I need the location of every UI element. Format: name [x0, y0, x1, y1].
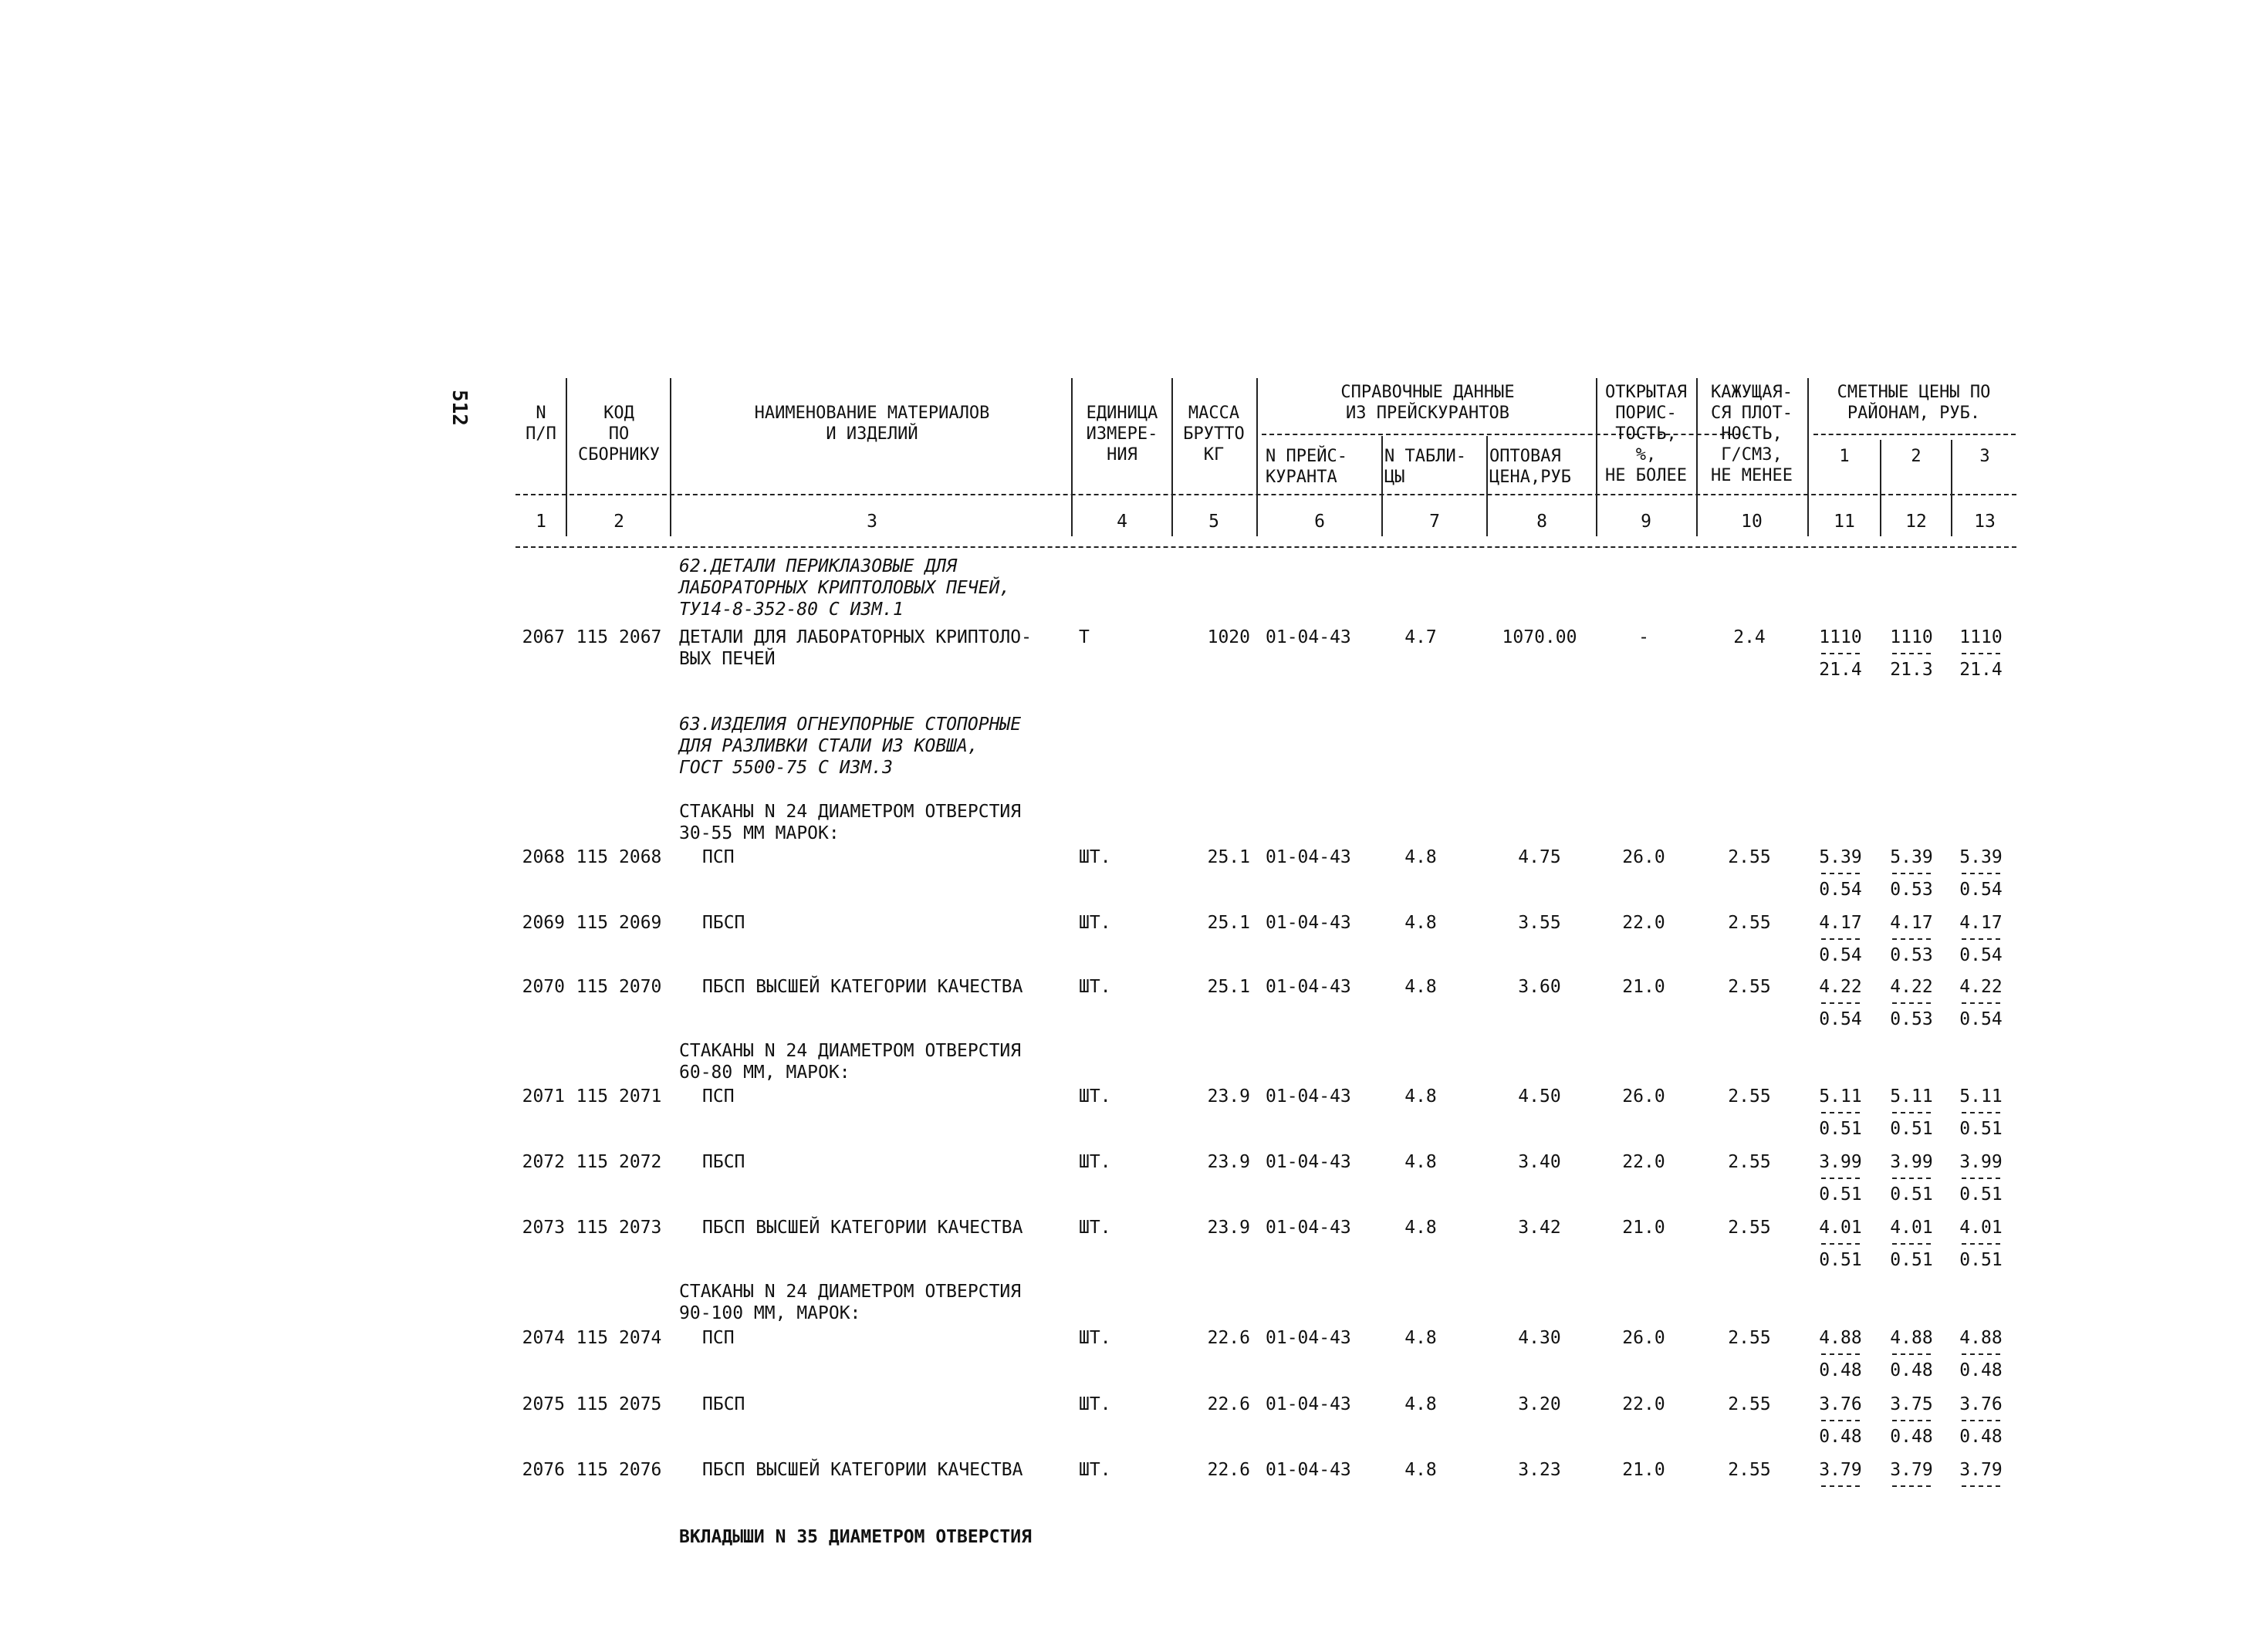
cell-porosity: 21.0: [1622, 977, 1665, 997]
price-fraction-region-1: [1817, 627, 1864, 681]
cell-unit: ШТ.: [1079, 913, 1111, 933]
price-fraction-region-1: [1817, 1217, 1864, 1271]
group-heading: СТАКАНЫ N 24 ДИАМЕТРОМ ОТВЕРСТИЯ 90-100 ММ, МАРОК:: [679, 1282, 1022, 1323]
cell-name: ПБСП ВЫСШЕЙ КАТЕГОРИИ КАЧЕСТВА: [702, 1218, 1023, 1238]
price-value: 5.39: [1959, 847, 2003, 867]
transport-cost-value: 0.54: [1959, 880, 2003, 900]
price-fraction-region-1: [1817, 1086, 1864, 1140]
fraction-bar: [1888, 998, 1935, 1009]
cell-porosity: 22.0: [1622, 913, 1665, 933]
cell-porosity: 21.0: [1622, 1218, 1665, 1238]
header-price-list: N ПРЕЙС- КУРАНТА: [1266, 447, 1347, 487]
col-sep: [566, 378, 567, 536]
cell-mass: 23.9: [1207, 1218, 1250, 1238]
column-number: 4: [1117, 512, 1127, 532]
price-value: 4.01: [1959, 1218, 2003, 1238]
cell-name: ПБСП: [702, 913, 745, 933]
price-fraction-region-2: [1888, 1459, 1935, 1492]
cell-n: 2070: [522, 977, 565, 997]
price-fraction-region-3: [1957, 1394, 2005, 1448]
cell-n: 2067: [522, 627, 565, 647]
price-value: 5.11: [1819, 1086, 1862, 1107]
transport-cost-value: 0.51: [1890, 1184, 1933, 1205]
transport-cost-value: 0.48: [1959, 1360, 2003, 1380]
column-number: 3: [867, 512, 877, 532]
transport-cost-value: 0.54: [1959, 945, 2003, 965]
cell-price-list: 01-04-43: [1266, 1328, 1351, 1348]
price-fraction-region-2: [1888, 627, 1935, 681]
price-fraction-region-3: [1957, 1459, 2005, 1492]
fraction-bar: [1817, 934, 1864, 944]
column-number: 12: [1905, 512, 1927, 532]
transport-cost-value: 0.51: [1819, 1119, 1862, 1139]
header-estimated-prices: СМЕТНЫЕ ЦЕНЫ ПО РАЙОНАМ, РУБ.: [1837, 383, 1991, 423]
fraction-bar: [1817, 1349, 1864, 1360]
section-62-heading: 62.ДЕТАЛИ ПЕРИКЛАЗОВЫЕ ДЛЯ ЛАБОРАТОРНЫХ КРИПТОЛОВЫХ ПЕЧЕЙ, ТУ14-8-352-80 С ИЗМ.1: [679, 556, 1011, 620]
fraction-bar: [1817, 1107, 1864, 1118]
transport-cost-value: 21.3: [1890, 660, 1933, 680]
cell-name: ПБСП: [702, 1394, 745, 1414]
price-value: 1110: [1890, 627, 1933, 647]
fraction-bar: [1888, 1481, 1935, 1492]
cell-price-list: 01-04-43: [1266, 1218, 1351, 1238]
cell-code: 115 2071: [576, 1086, 662, 1107]
price-fraction-region-1: [1817, 1151, 1864, 1205]
transport-cost-value: 0.54: [1959, 1009, 2003, 1029]
transport-cost-value: 0.54: [1819, 880, 1862, 900]
price-value: 1110: [1959, 627, 2003, 647]
cell-wholesale: 4.75: [1518, 847, 1561, 867]
price-value: 1110: [1819, 627, 1862, 647]
fraction-bar: [1888, 1173, 1935, 1184]
price-fraction-region-2: [1888, 1327, 1935, 1381]
cell-n: 2075: [522, 1394, 565, 1414]
cell-mass: 22.6: [1207, 1460, 1250, 1480]
header-code: КОД ПО СБОРНИКУ: [578, 404, 660, 465]
fraction-bar: [1888, 1238, 1935, 1249]
col-sep: [1256, 378, 1258, 536]
price-value: 4.17: [1890, 913, 1933, 933]
col-sep: [1880, 440, 1881, 536]
fraction-bar: [1957, 1238, 2005, 1249]
cell-porosity: 21.0: [1622, 1460, 1665, 1480]
price-fraction-region-3: [1957, 1327, 2005, 1381]
transport-cost-value: 0.53: [1890, 880, 1933, 900]
fraction-bar: [1888, 1415, 1935, 1426]
cell-price-list: 01-04-43: [1266, 913, 1351, 933]
cell-n: 2076: [522, 1460, 565, 1480]
cell-n: 2072: [522, 1152, 565, 1172]
fraction-bar: [1888, 1107, 1935, 1118]
cell-mass: 23.9: [1207, 1152, 1250, 1172]
price-fraction-region-2: [1888, 846, 1935, 900]
cell-density: 2.55: [1728, 1218, 1771, 1238]
fraction-bar: [1957, 1173, 2005, 1184]
cell-table: 4.8: [1404, 1460, 1437, 1480]
price-value: 4.88: [1959, 1328, 2003, 1348]
price-fraction-region-3: [1957, 1151, 2005, 1205]
transport-cost-value: 0.48: [1819, 1427, 1862, 1447]
cell-code: 115 2072: [576, 1152, 662, 1172]
cell-code: 115 2073: [576, 1218, 662, 1238]
fraction-bar: [1817, 868, 1864, 879]
cell-price-list: 01-04-43: [1266, 1394, 1351, 1414]
header-unit: ЕДИНИЦА ИЗМЕРЕ- НИЯ: [1086, 404, 1158, 465]
cell-code: 115 2070: [576, 977, 662, 997]
header-ref-group: СПРАВОЧНЫЕ ДАННЫЕ ИЗ ПРЕЙСКУРАНТОВ: [1340, 383, 1515, 423]
price-fraction-region-3: [1957, 1086, 2005, 1140]
cell-unit: Т: [1079, 627, 1090, 647]
price-value: 5.39: [1819, 847, 1862, 867]
group-heading: СТАКАНЫ N 24 ДИАМЕТРОМ ОТВЕРСТИЯ 60-80 ММ, МАРОК:: [679, 1041, 1022, 1083]
cell-wholesale: 3.20: [1518, 1394, 1561, 1414]
price-value: 3.99: [1890, 1152, 1933, 1172]
column-number: 7: [1429, 512, 1440, 532]
price-value: 4.88: [1890, 1328, 1933, 1348]
cell-density: 2.55: [1728, 847, 1771, 867]
cell-mass: 22.6: [1207, 1328, 1250, 1348]
group-heading: СТАКАНЫ N 24 ДИАМЕТРОМ ОТВЕРСТИЯ 30-55 ММ МАРОК:: [679, 802, 1022, 843]
cell-wholesale: 4.30: [1518, 1328, 1561, 1348]
cell-mass: 25.1: [1207, 847, 1250, 867]
price-value: 4.01: [1890, 1218, 1933, 1238]
cell-density: 2.4: [1733, 627, 1766, 647]
header-region-3: 3: [1979, 447, 1990, 466]
price-value: 5.11: [1890, 1086, 1933, 1107]
transport-cost-value: 21.4: [1819, 660, 1862, 680]
price-value: 4.22: [1819, 977, 1862, 997]
price-fraction-region-1: [1817, 846, 1864, 900]
transport-cost-value: 0.53: [1890, 1009, 1933, 1029]
cell-name: ПСП: [702, 1328, 735, 1348]
header-porosity: ОТКРЫТАЯ ПОРИС- ТОСТЬ, %, НЕ БОЛЕЕ: [1605, 383, 1687, 485]
transport-cost-value: 0.51: [1819, 1250, 1862, 1270]
price-fraction-region-2: [1888, 1086, 1935, 1140]
cell-name: ВЫХ ПЕЧЕЙ: [679, 649, 776, 669]
column-number: 13: [1974, 512, 1996, 532]
cell-unit: ШТ.: [1079, 1086, 1111, 1107]
price-value: 3.79: [1890, 1460, 1933, 1480]
fraction-bar: [1957, 1349, 2005, 1360]
cell-wholesale: 3.55: [1518, 913, 1561, 933]
header-density: КАЖУЩАЯ- СЯ ПЛОТ- НОСТЬ, Г/СМ3, НЕ МЕНЕЕ: [1711, 383, 1793, 485]
column-number: 6: [1314, 512, 1325, 532]
column-number: 8: [1536, 512, 1547, 532]
price-fraction-region-3: [1957, 976, 2005, 1030]
price-value: 4.22: [1890, 977, 1933, 997]
cell-n: 2073: [522, 1218, 565, 1238]
cell-code: 115 2069: [576, 913, 662, 933]
cell-n: 2071: [522, 1086, 565, 1107]
fraction-bar: [1957, 934, 2005, 944]
cell-name: ДЕТАЛИ ДЛЯ ЛАБОРАТОРНЫХ КРИПТОЛО-: [679, 627, 1032, 647]
price-value: 5.11: [1959, 1086, 2003, 1107]
price-value: 3.76: [1959, 1394, 2003, 1414]
fraction-bar: [1957, 998, 2005, 1009]
cell-unit: ШТ.: [1079, 977, 1111, 997]
cell-wholesale: 3.60: [1518, 977, 1561, 997]
price-value: 4.17: [1819, 913, 1862, 933]
fraction-bar: [1957, 1481, 2005, 1492]
header-n: N П/П: [526, 404, 556, 444]
cell-name: ПСП: [702, 847, 735, 867]
transport-cost-value: 0.54: [1819, 1009, 1862, 1029]
cell-table: 4.8: [1404, 913, 1437, 933]
fraction-bar: [1817, 1173, 1864, 1184]
col-sep: [1951, 440, 1952, 536]
col-sep: [1071, 378, 1073, 536]
price-value: 4.17: [1959, 913, 2003, 933]
fraction-bar: [1817, 648, 1864, 659]
fraction-bar: [1817, 1238, 1864, 1249]
cell-price-list: 01-04-43: [1266, 1086, 1351, 1107]
cell-price-list: 01-04-43: [1266, 847, 1351, 867]
price-fraction-region-1: [1817, 1394, 1864, 1448]
cell-density: 2.55: [1728, 1328, 1771, 1348]
fraction-bar: [1817, 1481, 1864, 1492]
cell-name: ПБСП ВЫСШЕЙ КАТЕГОРИИ КАЧЕСТВА: [702, 977, 1023, 997]
price-fraction-region-1: [1817, 976, 1864, 1030]
cell-density: 2.55: [1728, 1086, 1771, 1107]
cell-code: 115 2067: [576, 627, 662, 647]
cell-porosity: 22.0: [1622, 1152, 1665, 1172]
cell-table: 4.8: [1404, 1086, 1437, 1107]
column-number: 2: [613, 512, 624, 532]
cell-unit: ШТ.: [1079, 1218, 1111, 1238]
column-number: 1: [536, 512, 546, 532]
cell-name: ПБСП ВЫСШЕЙ КАТЕГОРИИ КАЧЕСТВА: [702, 1460, 1023, 1480]
header-mass: МАССА БРУТТО КГ: [1183, 404, 1245, 465]
cell-table: 4.8: [1404, 1394, 1437, 1414]
col-sep: [1486, 436, 1488, 536]
cell-code: 115 2068: [576, 847, 662, 867]
price-value: 3.99: [1819, 1152, 1862, 1172]
cell-wholesale: 3.40: [1518, 1152, 1561, 1172]
fraction-bar: [1957, 648, 2005, 659]
col-sep: [1807, 378, 1809, 536]
cell-n: 2068: [522, 847, 565, 867]
transport-cost-value: 0.51: [1890, 1119, 1933, 1139]
cell-unit: ШТ.: [1079, 1394, 1111, 1414]
cell-table: 4.8: [1404, 847, 1437, 867]
price-group-rule: [1813, 434, 2016, 435]
cell-price-list: 01-04-43: [1266, 627, 1351, 647]
header-name: НАИМЕНОВАНИЕ МАТЕРИАЛОВ И ИЗДЕЛИЙ: [754, 404, 990, 444]
cell-density: 2.55: [1728, 1394, 1771, 1414]
price-fraction-region-3: [1957, 627, 2005, 681]
price-value: 5.39: [1890, 847, 1933, 867]
transport-cost-value: 0.48: [1959, 1427, 2003, 1447]
cell-mass: 25.1: [1207, 913, 1250, 933]
cell-table: 4.8: [1404, 1218, 1437, 1238]
cell-wholesale: 4.50: [1518, 1086, 1561, 1107]
col-sep: [670, 378, 671, 536]
cell-unit: ШТ.: [1079, 847, 1111, 867]
cell-unit: ШТ.: [1079, 1328, 1111, 1348]
price-fraction-region-2: [1888, 1394, 1935, 1448]
header-region-2: 2: [1911, 447, 1922, 466]
price-fraction-region-1: [1817, 1327, 1864, 1381]
header-rule-bottom: [515, 546, 2016, 548]
column-number: 11: [1834, 512, 1855, 532]
fraction-bar: [1888, 1349, 1935, 1360]
transport-cost-value: 0.48: [1890, 1360, 1933, 1380]
cell-wholesale: 3.23: [1518, 1460, 1561, 1480]
price-fraction-region-3: [1957, 912, 2005, 966]
transport-cost-value: 0.54: [1819, 945, 1862, 965]
price-fraction-region-3: [1957, 1217, 2005, 1271]
cell-porosity: 26.0: [1622, 1328, 1665, 1348]
transport-cost-value: 0.51: [1959, 1184, 2003, 1205]
cell-table: 4.8: [1404, 977, 1437, 997]
transport-cost-value: 0.53: [1890, 945, 1933, 965]
price-fraction-region-2: [1888, 1217, 1935, 1271]
header-region-1: 1: [1839, 447, 1850, 466]
price-value: 4.88: [1819, 1328, 1862, 1348]
cell-n: 2069: [522, 913, 565, 933]
cell-wholesale: 1070.00: [1502, 627, 1577, 647]
price-fraction-region-1: [1817, 1459, 1864, 1492]
cell-name: ПСП: [702, 1086, 735, 1107]
price-fraction-region-2: [1888, 912, 1935, 966]
transport-cost-value: 21.4: [1959, 660, 2003, 680]
price-value: 3.99: [1959, 1152, 2003, 1172]
price-value: 3.75: [1890, 1394, 1933, 1414]
cell-mass: 1020: [1207, 627, 1250, 647]
column-number: 9: [1641, 512, 1651, 532]
cell-n: 2074: [522, 1328, 565, 1348]
cell-density: 2.55: [1728, 1152, 1771, 1172]
cell-unit: ШТ.: [1079, 1152, 1111, 1172]
transport-cost-value: 0.48: [1890, 1427, 1933, 1447]
price-value: 4.01: [1819, 1218, 1862, 1238]
cell-table: 4.8: [1404, 1328, 1437, 1348]
cell-mass: 22.6: [1207, 1394, 1250, 1414]
transport-cost-value: 0.51: [1959, 1119, 2003, 1139]
cell-name: ПБСП: [702, 1152, 745, 1172]
header-wholesale: ОПТОВАЯ ЦЕНА,РУБ: [1489, 447, 1571, 487]
cell-wholesale: 3.42: [1518, 1218, 1561, 1238]
header-rule: [515, 494, 2016, 495]
price-value: 3.79: [1819, 1460, 1862, 1480]
transport-cost-value: 0.51: [1959, 1250, 2003, 1270]
cell-density: 2.55: [1728, 913, 1771, 933]
fraction-bar: [1957, 1107, 2005, 1118]
cell-price-list: 01-04-43: [1266, 977, 1351, 997]
cell-mass: 23.9: [1207, 1086, 1250, 1107]
price-fraction-region-2: [1888, 976, 1935, 1030]
cell-code: 115 2074: [576, 1328, 662, 1348]
cell-density: 2.55: [1728, 977, 1771, 997]
fraction-bar: [1957, 868, 2005, 879]
transport-cost-value: 0.48: [1819, 1360, 1862, 1380]
price-value: 4.22: [1959, 977, 2003, 997]
fraction-bar: [1888, 868, 1935, 879]
header-table-no: N ТАБЛИ- ЦЫ: [1384, 447, 1466, 487]
cell-porosity: -: [1638, 627, 1649, 647]
cell-mass: 25.1: [1207, 977, 1250, 997]
transport-cost-value: 0.51: [1890, 1250, 1933, 1270]
col-sep: [1381, 436, 1383, 536]
cell-table: 4.7: [1404, 627, 1437, 647]
page-number: 512: [448, 390, 471, 426]
column-number: 5: [1208, 512, 1219, 532]
transport-cost-value: 0.51: [1819, 1184, 1862, 1205]
price-fraction-region-1: [1817, 912, 1864, 966]
cell-porosity: 22.0: [1622, 1394, 1665, 1414]
price-fraction-region-3: [1957, 846, 2005, 900]
price-fraction-region-2: [1888, 1151, 1935, 1205]
fraction-bar: [1957, 1415, 2005, 1426]
cell-porosity: 26.0: [1622, 1086, 1665, 1107]
price-value: 3.79: [1959, 1460, 2003, 1480]
fraction-bar: [1817, 998, 1864, 1009]
fraction-bar: [1888, 934, 1935, 944]
cell-price-list: 01-04-43: [1266, 1152, 1351, 1172]
cell-unit: ШТ.: [1079, 1460, 1111, 1480]
cell-porosity: 26.0: [1622, 847, 1665, 867]
section-63-heading: 63.ИЗДЕЛИЯ ОГНЕУПОРНЫЕ СТОПОРНЫЕ ДЛЯ РАЗЛИВКИ СТАЛИ ИЗ КОВША, ГОСТ 5500-75 С ИЗМ.3: [679, 715, 1022, 778]
cell-code: 115 2075: [576, 1394, 662, 1414]
fraction-bar: [1888, 648, 1935, 659]
column-number: 10: [1741, 512, 1763, 532]
cell-density: 2.55: [1728, 1460, 1771, 1480]
group-heading: ВКЛАДЫШИ N 35 ДИАМЕТРОМ ОТВЕРСТИЯ: [679, 1527, 1032, 1547]
cell-code: 115 2076: [576, 1460, 662, 1480]
cell-price-list: 01-04-43: [1266, 1460, 1351, 1480]
fraction-bar: [1817, 1415, 1864, 1426]
price-value: 3.76: [1819, 1394, 1862, 1414]
cell-table: 4.8: [1404, 1152, 1437, 1172]
